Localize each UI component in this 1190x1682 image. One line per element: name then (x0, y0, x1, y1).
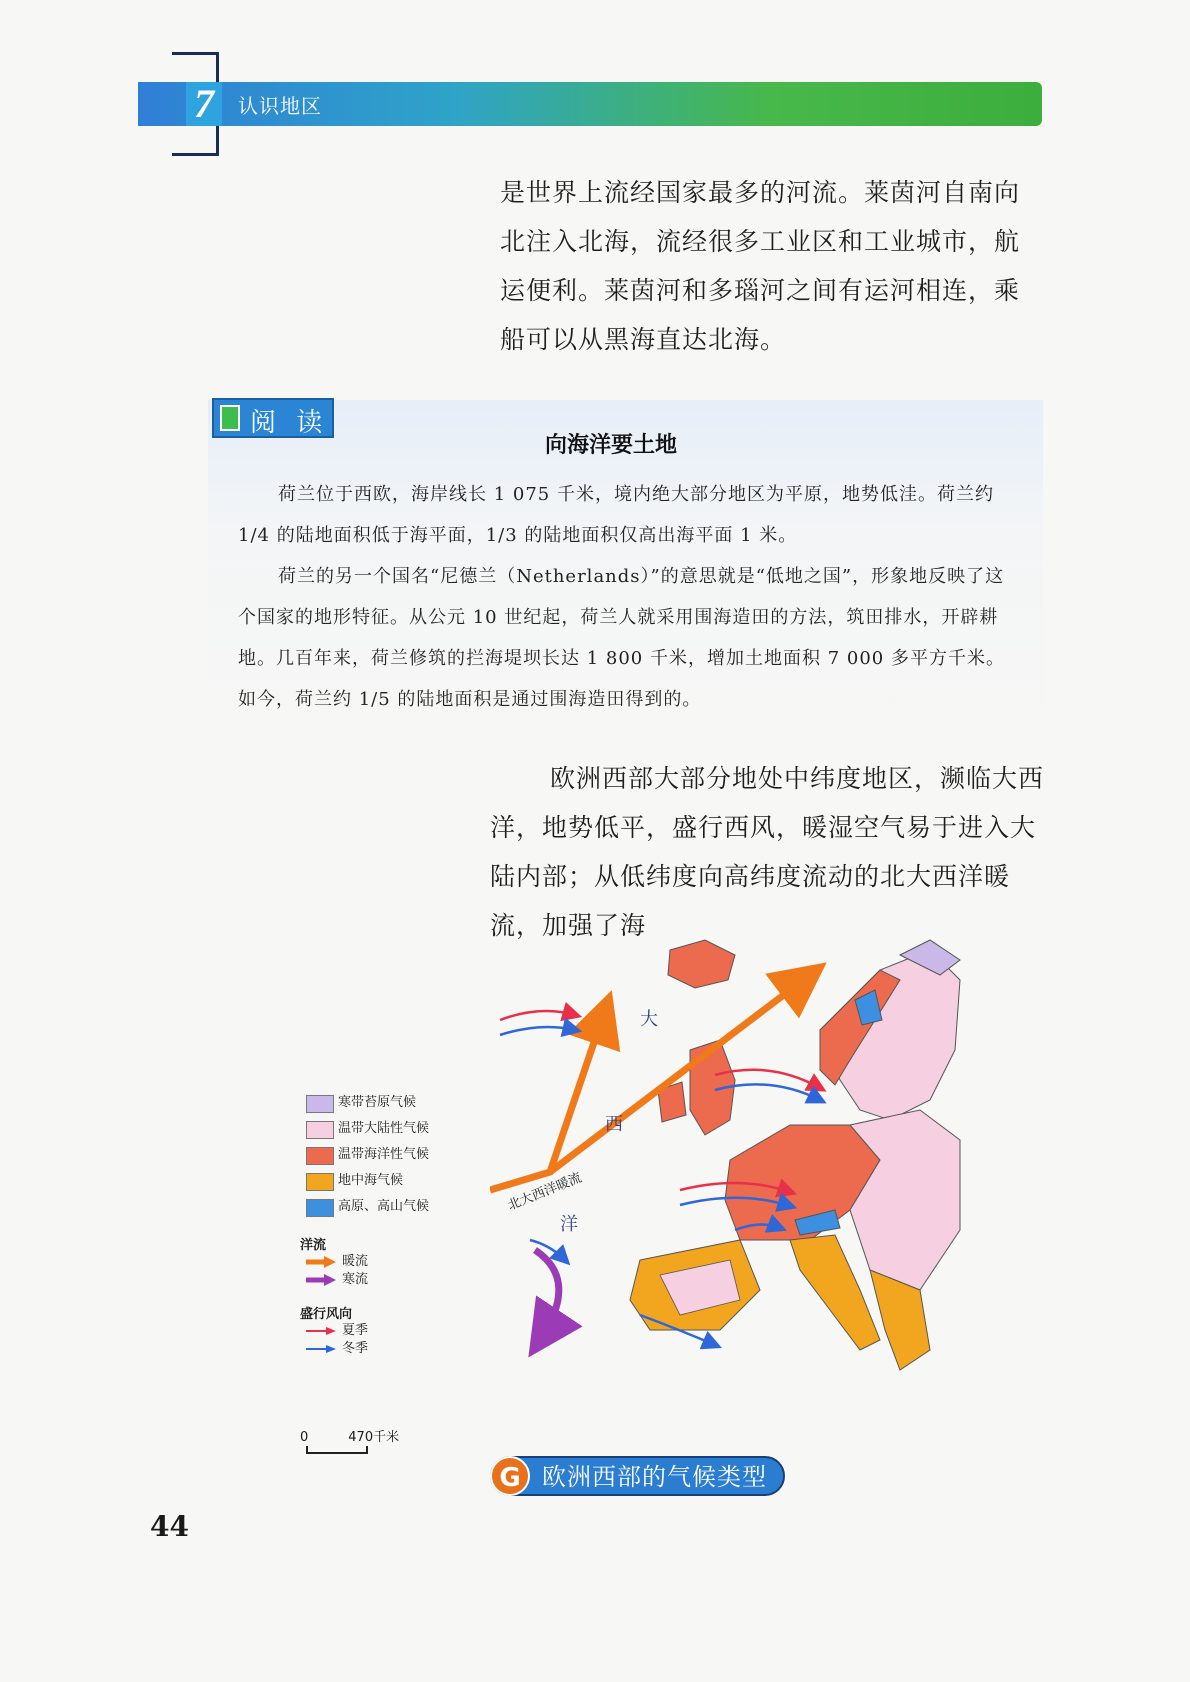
legend-item (300, 1168, 460, 1194)
legend-item (300, 1194, 460, 1220)
iceland-shape (668, 940, 735, 988)
ocean-label: 西 (605, 1114, 623, 1135)
legend-item (300, 1090, 460, 1116)
cold-current-arrow (535, 1250, 559, 1340)
figure-caption: 欧洲西部的气候类型 (490, 1456, 785, 1496)
legend-item (300, 1271, 460, 1289)
reading-title: 向海洋要土地 (545, 433, 678, 458)
legend-item (300, 1322, 460, 1340)
summer-wind-arrow (500, 1011, 575, 1020)
legend-currents-heading: 洋流 (300, 1238, 327, 1253)
legend-label: 地中海气候 (338, 1173, 404, 1188)
climate-map (490, 910, 1050, 1490)
ocean-label: 洋 (560, 1214, 578, 1235)
scale-bar (306, 1446, 368, 1454)
body-paragraph-middle: 欧洲西部大部分地处中纬度地区，濒临大西洋，地势低平，盛行西风，暖湿空气易于进入大陆内部；从低纬度向高纬度流动的北大西洋暖流，加强了海 (490, 764, 1045, 940)
legend-swatch (306, 1147, 334, 1165)
winter-wind-arrow-icon (306, 1343, 336, 1355)
reading-paragraph: 荷兰位于西欧，海岸线长 1 075 千米，境内绝大部分地区为平原，地势低洼。荷兰约 1/4 的陆地面积低于海平面，1/3 的陆地面积仅高出海平面 1 米。 (238, 484, 994, 546)
legend-swatch (306, 1095, 334, 1113)
central-europe-shape (850, 1110, 960, 1290)
cold-current-arrow-icon (306, 1274, 336, 1286)
legend-item (300, 1116, 460, 1142)
legend-label: 寒流 (342, 1272, 369, 1287)
legend-label: 高原、高山气候 (338, 1199, 430, 1214)
legend-label: 温带海洋性气候 (338, 1147, 430, 1162)
figure-letter: G (490, 1456, 530, 1496)
legend-label: 冬季 (342, 1341, 369, 1356)
legend-swatch (306, 1173, 334, 1191)
legend-swatch (306, 1121, 334, 1139)
legend-label: 夏季 (342, 1323, 369, 1338)
reading-paragraph: 荷兰的另一个国名“尼德兰（Netherlands）”的意思就是“低地之国”，形象地反映了这个国家的地形特征。从公元 10 世纪起，荷兰人就采用围海造田的方法，筑田排水，开辟耕地。几百年来，荷兰修筑的拦海堤坝长达 1 800 千米，增加土地面积 7 000 多平方千米。如今，荷兰约 1/5 的陆地面积是通过围海造田得到的。 (238, 566, 1005, 710)
ocean-label: 大 (640, 1009, 658, 1030)
scale-distance: 470千米 (348, 1430, 400, 1445)
legend-item (300, 1142, 460, 1168)
current-label: 北大西洋暖流 (505, 1170, 584, 1214)
reading-tag-label: 阅 读 (250, 408, 329, 438)
page-number: 44 (150, 1510, 189, 1543)
legend-label: 温带大陆性气候 (338, 1121, 430, 1136)
legend-label: 寒带苔原气候 (338, 1095, 417, 1110)
book-icon (220, 405, 240, 431)
scale-label (300, 1426, 399, 1445)
summer-wind-arrow-icon (306, 1325, 336, 1337)
warm-current-arrow-icon (306, 1256, 336, 1268)
map-legend (300, 1090, 460, 1358)
legend-wind-heading: 盛行风向 (300, 1307, 353, 1322)
legend-item (300, 1340, 460, 1358)
legend-item (300, 1253, 460, 1271)
scale-zero: 0 (300, 1430, 309, 1445)
legend-swatch (306, 1199, 334, 1217)
winter-wind-arrow (500, 1027, 575, 1035)
chapter-number: 7 (186, 82, 222, 126)
legend-label: 暖流 (342, 1254, 369, 1269)
chapter-title: 认识地区 (238, 94, 322, 118)
north-atlantic-current-arrow (490, 1010, 605, 1190)
body-paragraph-top: 是世界上流经国家最多的河流。莱茵河自南向北注入北海，流经很多工业区和工业城市，航运便利。莱茵河和多瑙河之间有运河相连，乘船可以从黑海直达北海。 (500, 178, 1021, 354)
